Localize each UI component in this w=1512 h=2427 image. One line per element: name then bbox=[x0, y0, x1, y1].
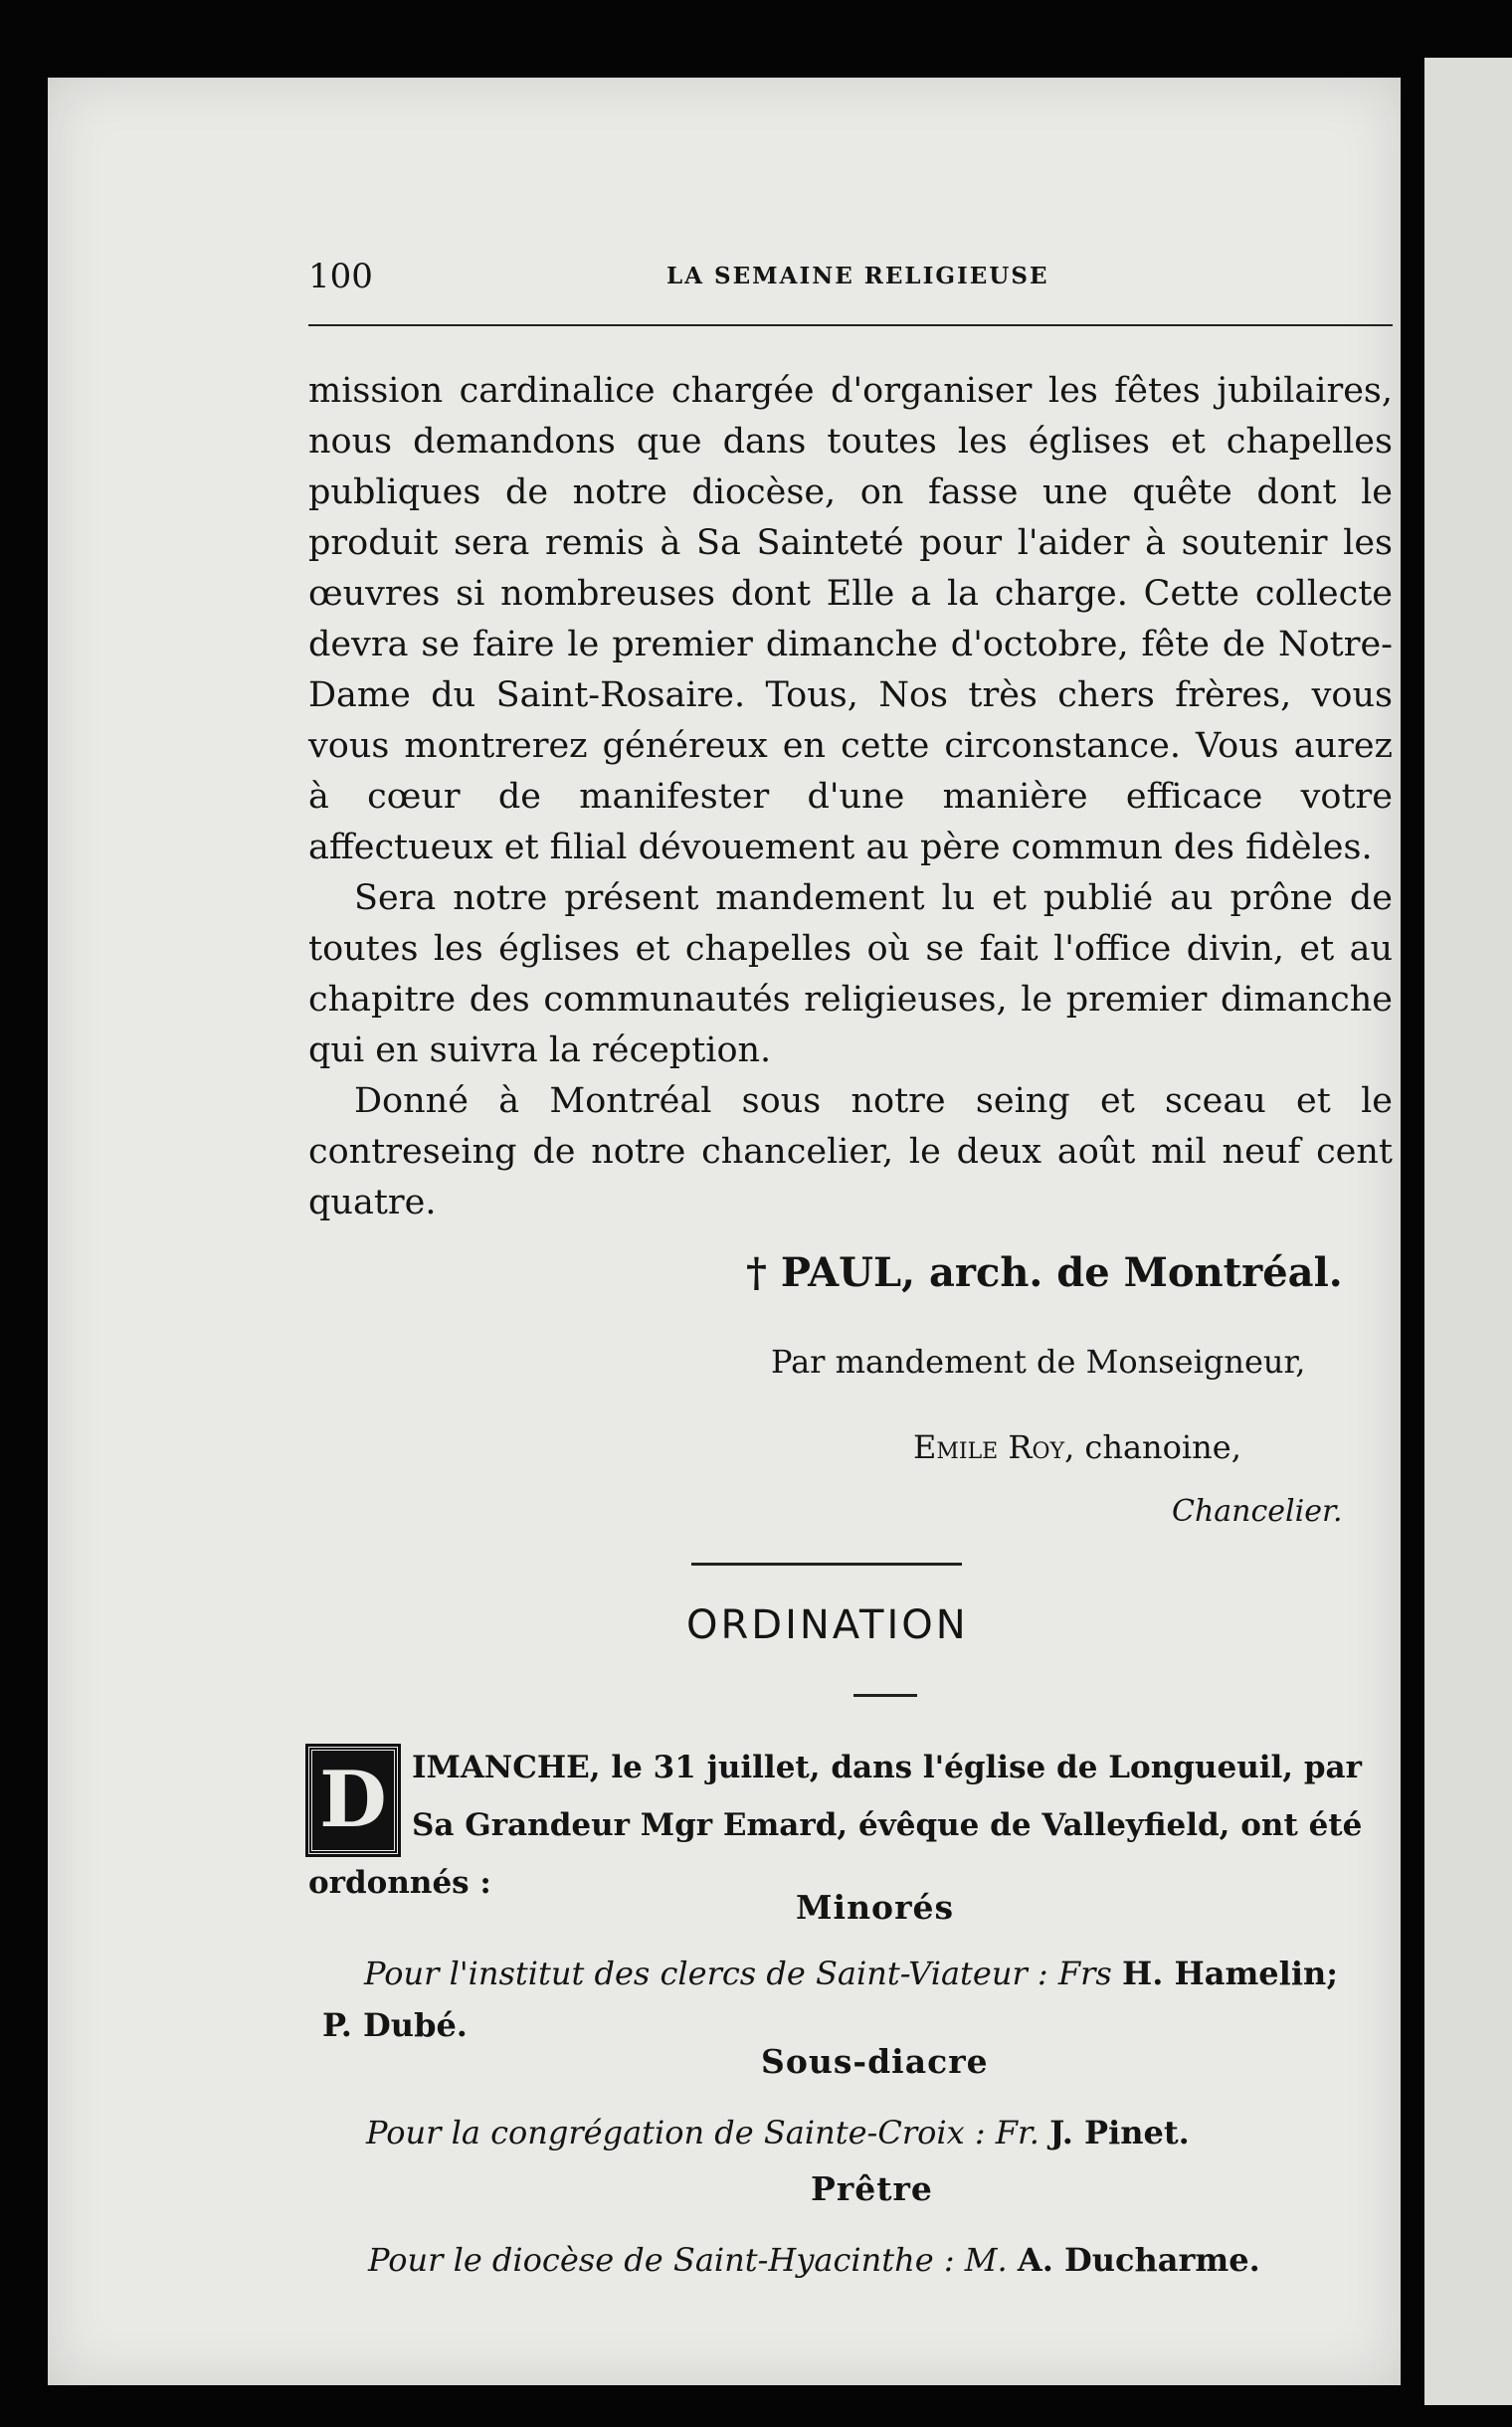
chancellor-line bbox=[913, 1428, 1241, 1466]
chancellor-role: , chanoine, bbox=[1064, 1428, 1241, 1466]
rank-heading-sous-diacre: Sous-diacre bbox=[761, 2042, 989, 2081]
entry-continuation: P. Dubé. bbox=[322, 2006, 468, 2044]
paragraph: Donné à Montréal sous notre seing et sceau et le contreseing de notre chancelier, le deux août mil neuf cent quatre. bbox=[308, 1081, 1393, 1222]
paragraph: Sera notre présent mandement lu et publié au prône de toutes les églises et chapelles où se fait l'office divin, et au chapitre des communautés religieuses, le premier dimanche qui en suivra la réception. bbox=[308, 878, 1393, 1070]
page-header bbox=[308, 249, 1393, 304]
section-divider bbox=[691, 1563, 962, 1566]
page-number: 100 bbox=[308, 257, 373, 296]
running-head: LA SEMAINE RELIGIEUSE bbox=[666, 263, 1049, 289]
mandate-line: Par mandement de Monseigneur, bbox=[771, 1343, 1306, 1381]
drop-cap: D bbox=[308, 1747, 398, 1854]
body-text bbox=[308, 366, 1393, 1228]
archbishop-name: PAUL, arch. de Montréal. bbox=[780, 1249, 1343, 1296]
entry-prefix: Pour le diocèse de Saint-Hyacinthe : M. bbox=[368, 2241, 1008, 2279]
ordination-intro bbox=[308, 1739, 1393, 1912]
entry-prefix: Pour la congrégation de Sainte-Croix : Fr. bbox=[366, 2114, 1040, 2151]
ordination-entry-minores bbox=[322, 1948, 1399, 2051]
cross-icon: † bbox=[746, 1249, 767, 1296]
entry-names: A. Ducharme. bbox=[1017, 2241, 1260, 2279]
archbishop-signature bbox=[746, 1249, 1343, 1296]
paragraph: mission cardinalice chargée d'organiser les fêtes jubilaires, nous demandons que dans toutes les églises et chapelles publiques de notre diocèse, on fasse une quête dont le produit sera remis à Sa Sainteté pour l'aider à soutenir les œuvres si nombreuses dont Elle a la charge. Cette collecte devra se faire le premier dimanche d'octobre, fête de Notre-Dame du Saint-Rosaire. Tous, Nos très chers frères, vous vous montrerez généreux en cette circonstance. Vous aurez à cœur de manifester d'une manière efficace votre affectueux et filial dévouement au père commun des fidèles. bbox=[308, 371, 1393, 867]
header-rule bbox=[308, 324, 1393, 326]
chancellor-name: Emile Roy bbox=[913, 1428, 1065, 1466]
rank-heading-pretre: Prêtre bbox=[811, 2169, 933, 2208]
entry-names: J. Pinet. bbox=[1049, 2114, 1190, 2151]
section-title-underline bbox=[853, 1694, 917, 1697]
ordination-entry-sous-diacre bbox=[366, 2107, 1190, 2158]
ordination-intro-text: IMANCHE, le 31 juillet, dans l'église de Longueuil, par Sa Grandeur Mgr Emard, évêque de Valleyfield, ont été ordonnés : bbox=[308, 1750, 1363, 1901]
chancellor-title: Chancelier. bbox=[1172, 1494, 1343, 1529]
section-title: ORDINATION bbox=[686, 1602, 969, 1648]
ordination-entry-pretre bbox=[368, 2234, 1260, 2286]
rank-heading-minores: Minorés bbox=[796, 1888, 955, 1927]
page bbox=[48, 78, 1401, 2385]
entry-prefix: Pour l'institut des clercs de Saint-Viateur : Frs bbox=[364, 1955, 1112, 1992]
adjacent-page-edge bbox=[1424, 58, 1512, 2405]
entry-names: H. Hamelin; bbox=[1121, 1955, 1339, 1992]
